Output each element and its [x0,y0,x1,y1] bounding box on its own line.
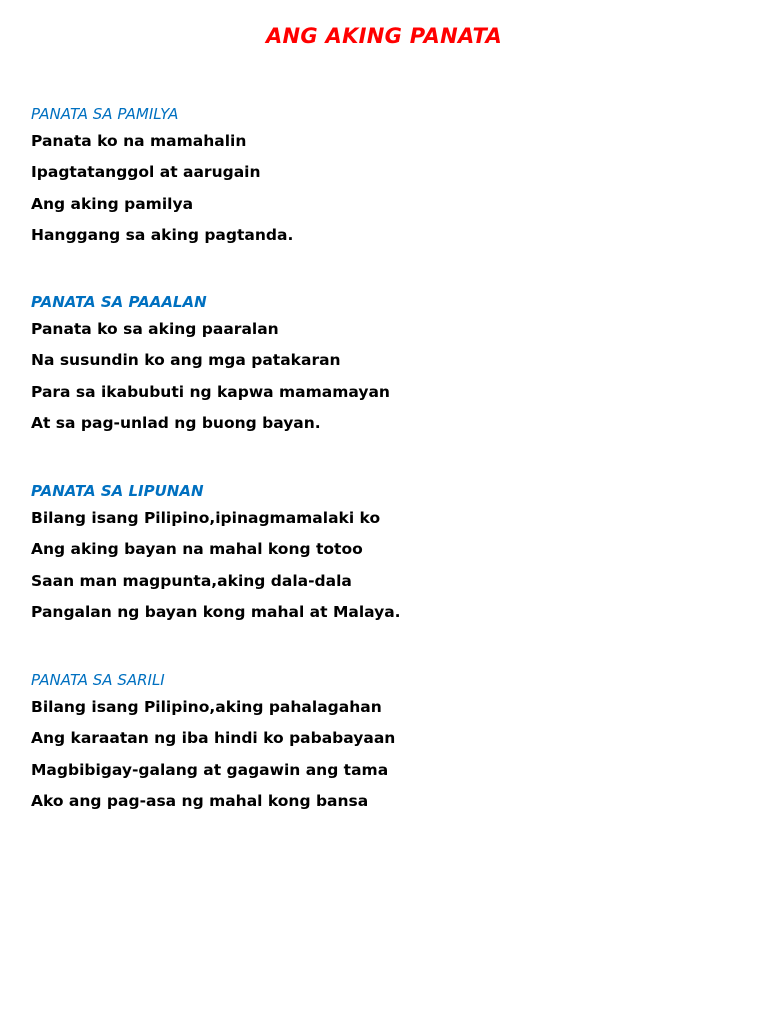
section-heading: PANATA SA PAMILYA [31,105,179,123]
section-panata-sa-sarili [31,670,731,821]
verse-line: Ako ang pag-asa ng mahal kong bansa [31,791,369,810]
verse-line: Ang aking bayan na mahal kong totoo [31,540,363,559]
section-heading: PANATA SA PAAALAN [31,293,207,311]
section-panata-sa-lipunan [31,481,731,632]
verse-line: Para sa ikabubuti ng kapwa mamamayan [31,382,390,401]
verse-line: Magbibigay-galang at gagawin ang tama [31,760,389,779]
section-heading: PANATA SA SARILI [31,671,165,689]
section-heading: PANATA SA LIPUNAN [31,482,204,500]
verse-line: Bilang isang Pilipino,ipinagmamalaki ko [31,509,381,527]
verse-line: Hanggang sa aking pagtanda. [31,225,294,244]
verse-line: Panata ko sa aking paaralan [31,320,279,338]
verse-line: Na susundin ko ang mga patakaran [31,351,341,370]
verse-line: Bilang isang Pilipino,aking pahalagahan [31,698,382,716]
section-panata-sa-paaralan [31,292,731,443]
verse-line: Ipagtatanggol at aarugain [31,163,261,182]
section-panata-sa-pamilya [31,104,731,255]
verse-line: At sa pag-unlad ng buong bayan. [31,413,321,432]
document-title: ANG AKING PANATA [265,24,503,48]
verse-line: Ang aking pamilya [31,194,194,213]
verse-line: Ang karaatan ng iba hindi ko pababayaan [31,729,396,748]
verse-line: Saan man magpunta,aking dala-dala [31,571,352,590]
verse-line: Panata ko na mamahalin [31,132,247,150]
verse-line: Pangalan ng bayan kong mahal at Malaya. [31,602,401,621]
